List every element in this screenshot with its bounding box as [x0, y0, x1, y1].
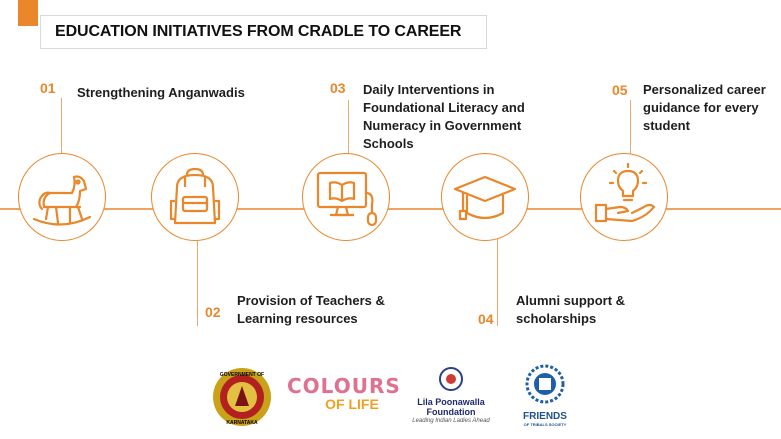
step-03-circle: [302, 153, 390, 241]
lila-name-text: Lila Poonawalla: [417, 397, 485, 407]
colours-text: COLOURS: [287, 374, 401, 398]
step-03-connector: [348, 100, 349, 160]
lila-foundation-text: Foundation: [426, 407, 476, 417]
step-04-number: 04: [478, 311, 494, 327]
graduation-cap-icon: [449, 161, 521, 233]
step-03-number: 03: [330, 80, 346, 96]
page-title: [40, 15, 487, 49]
step-03-label: Daily Interventions in Foundational Literacy and Numeracy in Government Schools: [363, 82, 525, 151]
karnataka-bottom-text: KARNATAKA: [226, 420, 258, 426]
step-01-circle: [18, 153, 106, 241]
step-02-connector: [197, 236, 198, 326]
friends-emblem-icon: [513, 364, 577, 406]
step-01-label: Strengthening Anganwadis: [77, 85, 245, 100]
karnataka-emblem-logo: [211, 366, 273, 428]
step-04-connector: [497, 236, 498, 326]
karnataka-top-text: GOVERNMENT OF: [219, 372, 265, 378]
step-04-circle: [441, 153, 529, 241]
step-02-circle: [151, 153, 239, 241]
step-02-number: 02: [205, 304, 221, 320]
lila-emblem-icon: [405, 366, 497, 392]
lila-tagline-text: Leading Indian Ladies Ahead: [412, 418, 490, 424]
step-02-label: Provision of Teachers & Learning resources: [237, 293, 385, 326]
friends-of-tribals-logo: [513, 364, 577, 430]
colours-of-life-logo: [287, 374, 401, 424]
step-05-circle: [580, 153, 668, 241]
karnataka-seal-icon: [211, 366, 273, 428]
of-life-text: OF LIFE: [325, 396, 379, 412]
lila-poonawalla-logo: [405, 366, 497, 428]
step-01-number: 01: [40, 80, 56, 96]
backpack-icon: [159, 161, 231, 233]
lightbulb-hand-icon: [588, 161, 660, 233]
page-title-text: EDUCATION INITIATIVES FROM CRADLE TO CAREER: [55, 23, 462, 40]
step-04-label: Alumni support & scholarships: [516, 293, 626, 326]
friends-subtitle-text: OF TRIBALS SOCIETY: [523, 422, 567, 427]
step-05-connector: [630, 100, 631, 160]
computer-book-icon: [310, 161, 382, 233]
step-05-number: 05: [612, 82, 628, 98]
rocking-horse-icon: [26, 161, 98, 233]
step-01-connector: [61, 98, 62, 160]
friends-text: FRIENDS: [523, 411, 567, 422]
step-05-label: Personalized career guidance for every student: [643, 82, 766, 133]
title-accent-block: [18, 0, 38, 26]
